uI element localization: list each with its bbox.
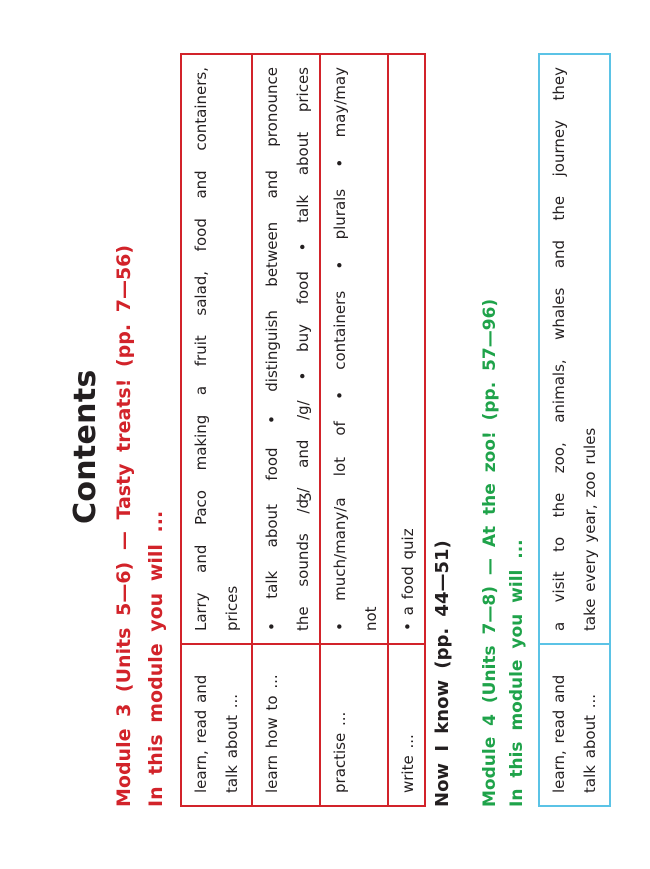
module4-table	[538, 53, 611, 807]
table-row	[388, 54, 425, 806]
row-label: learn, read and talk about ...	[539, 644, 610, 806]
now-i-know-heading: Now I know (pp. 44—51)	[432, 540, 453, 807]
module4-subheading: In this module you will ...	[507, 539, 527, 807]
row-content: a visit to the zoo, animals, whales and the journey they take every year, zoo rules	[539, 54, 610, 644]
row-content: • a food quiz	[388, 54, 425, 644]
table-row	[181, 54, 252, 806]
row-content: Larry and Paco making a fruit salad, food and containers, prices	[181, 54, 252, 644]
row-content: • much/many/a lot of • containers • plurals • may/may not	[320, 54, 388, 644]
table-row	[539, 54, 610, 806]
row-label: learn how to ...	[252, 644, 320, 806]
module3-heading: Module 3 (Units 5—6) — Tasty treats! (pp. 7—56)	[113, 244, 135, 807]
table-row	[252, 54, 320, 806]
row-content: • talk about food • distinguish between and pronounce the sounds /ʤ/ and /g/ • buy food • talk about prices	[252, 54, 320, 644]
module4-heading: Module 4 (Units 7—8) — At the zoo! (pp. 57—96)	[480, 298, 500, 807]
module3-subheading: In this module you will ...	[145, 510, 167, 807]
row-label: write ...	[388, 644, 425, 806]
module3-table	[180, 53, 426, 807]
row-label: learn, read and talk about ...	[181, 644, 252, 806]
row-label: practise ...	[320, 644, 388, 806]
page-title: Contents	[68, 369, 103, 524]
table-row	[320, 54, 388, 806]
